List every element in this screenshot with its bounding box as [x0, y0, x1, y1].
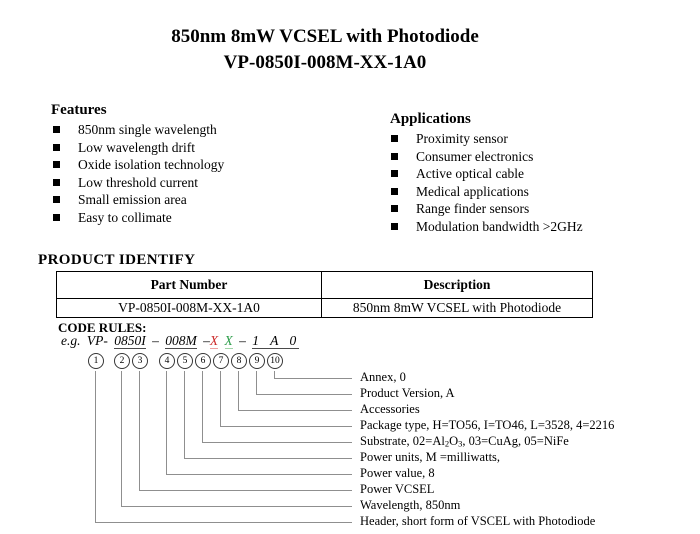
features-list — [53, 121, 224, 226]
application-text: Range finder sensors — [416, 201, 530, 216]
part-number-table — [56, 271, 593, 318]
eg-dash: – — [196, 333, 210, 348]
square-bullet-icon — [391, 153, 398, 160]
square-bullet-icon — [391, 188, 398, 195]
applications-heading: Applications — [390, 111, 471, 127]
square-bullet-icon — [53, 179, 60, 186]
connector-horizontal-line — [121, 506, 352, 507]
table-row — [57, 299, 593, 318]
marker-circle-1: 1 — [88, 353, 104, 369]
connector-vertical-line — [256, 371, 257, 394]
substrate-text: Substrate, 02=Al — [360, 434, 445, 448]
list-item — [391, 183, 583, 201]
eg-header: VP- — [86, 333, 115, 348]
connector-horizontal-line — [139, 490, 352, 491]
code-desc-power-units: Power units, M =milliwatts, — [360, 450, 501, 464]
code-rules-heading: CODE RULES: — [58, 320, 147, 335]
feature-text: Small emission area — [78, 192, 187, 207]
connector-vertical-line — [95, 371, 96, 522]
connector-vertical-line — [184, 371, 185, 458]
eg-segment-wavelength: 0850I — [114, 333, 146, 348]
col-header-description: Description — [322, 272, 593, 299]
square-bullet-icon — [391, 223, 398, 230]
code-desc-power-vcsel: Power VCSEL — [360, 482, 435, 496]
connector-horizontal-line — [238, 410, 352, 411]
code-desc-accessories: Accessories — [360, 402, 420, 416]
application-text: Medical applications — [416, 183, 529, 199]
application-text: Consumer electronics — [416, 148, 534, 164]
connector-horizontal-line — [220, 426, 352, 427]
connector-vertical-line — [220, 371, 221, 426]
code-desc-package-type: Package type, H=TO56, I=TO46, L=3528, 4=2216 — [360, 418, 615, 432]
square-bullet-icon — [53, 161, 60, 168]
title-line-2: VP-0850I-008M-XX-1A0 — [223, 52, 427, 73]
connector-vertical-line — [121, 371, 122, 506]
marker-circle-3: 3 — [132, 353, 148, 369]
application-text: Modulation bandwidth >2GHz — [416, 218, 583, 234]
list-item — [391, 148, 583, 166]
connector-horizontal-line — [202, 442, 352, 443]
list-item — [391, 130, 583, 148]
list-item — [53, 191, 224, 209]
code-desc-header: Header, short form of VSCEL with Photodiode — [360, 514, 596, 528]
connector-horizontal-line — [256, 394, 352, 395]
substrate-text: O — [449, 434, 459, 448]
eg-segment-suffix: 1 A 0 — [252, 333, 299, 348]
connector-horizontal-line — [95, 522, 352, 523]
square-bullet-icon — [53, 196, 60, 203]
marker-circle-7: 7 — [213, 353, 229, 369]
marker-circle-6: 6 — [195, 353, 211, 369]
code-desc-power-value: Power value, 8 — [360, 466, 435, 480]
eg-gap — [218, 333, 224, 348]
feature-text: Oxide isolation technology — [78, 157, 225, 172]
cell-part-number: VP-0850I-008M-XX-1A0 — [57, 299, 322, 318]
square-bullet-icon — [391, 135, 398, 142]
eg-dash: – — [145, 333, 166, 348]
eg-prefix: e.g. — [61, 333, 87, 348]
marker-circle-8: 8 — [231, 353, 247, 369]
connector-vertical-line — [166, 371, 167, 474]
application-text: Proximity sensor — [416, 131, 508, 146]
marker-circle-4: 4 — [159, 353, 175, 369]
eg-x-green: X — [224, 333, 233, 348]
code-desc-substrate — [360, 434, 569, 452]
col-header-part-number: Part Number — [57, 272, 322, 299]
feature-text: Low threshold current — [78, 174, 198, 190]
eg-segment-power: 008M — [165, 333, 197, 348]
connector-horizontal-line — [184, 458, 352, 459]
list-item — [53, 156, 224, 174]
list-item — [391, 165, 583, 183]
connector-vertical-line — [238, 371, 239, 410]
cell-description: 850nm 8mW VCSEL with Photodiode — [322, 299, 593, 318]
list-item — [53, 121, 224, 139]
code-desc-product-version: Product Version, A — [360, 386, 455, 400]
list-item — [391, 218, 583, 236]
application-text: Active optical cable — [416, 166, 524, 181]
marker-circle-5: 5 — [177, 353, 193, 369]
page-title — [0, 24, 650, 76]
code-example-line — [61, 333, 299, 349]
applications-list — [391, 130, 583, 235]
code-desc-wavelength: Wavelength, 850nm — [360, 498, 461, 512]
connector-vertical-line — [202, 371, 203, 442]
marker-circle-10: 10 — [267, 353, 283, 369]
connector-vertical-line — [274, 371, 275, 378]
connector-vertical-line — [139, 371, 140, 490]
list-item — [53, 174, 224, 192]
square-bullet-icon — [53, 144, 60, 151]
title-line-1: 850nm 8mW VCSEL with Photodiode — [171, 26, 479, 47]
connector-horizontal-line — [274, 378, 352, 379]
feature-text: 850nm single wavelength — [78, 122, 217, 137]
eg-x-red: X — [209, 333, 219, 348]
table-header-row — [57, 272, 593, 299]
connector-horizontal-line — [166, 474, 352, 475]
square-bullet-icon — [53, 214, 60, 221]
feature-text: Low wavelength drift — [78, 139, 195, 155]
square-bullet-icon — [391, 205, 398, 212]
substrate-subscript: 2 — [444, 438, 450, 449]
square-bullet-icon — [391, 170, 398, 177]
marker-circle-9: 9 — [249, 353, 265, 369]
list-item — [53, 209, 224, 227]
product-identify-heading: PRODUCT IDENTIFY — [38, 252, 196, 268]
list-item — [391, 200, 583, 218]
feature-text: Easy to collimate — [78, 209, 172, 225]
marker-circle-2: 2 — [114, 353, 130, 369]
list-item — [53, 139, 224, 157]
substrate-subscript: 3 — [458, 438, 463, 449]
code-desc-annex: Annex, 0 — [360, 370, 406, 384]
substrate-text: , 03=CuAg, 05=NiFe — [462, 434, 569, 448]
square-bullet-icon — [53, 126, 60, 133]
features-heading: Features — [51, 102, 107, 118]
eg-dash: – — [232, 333, 253, 348]
